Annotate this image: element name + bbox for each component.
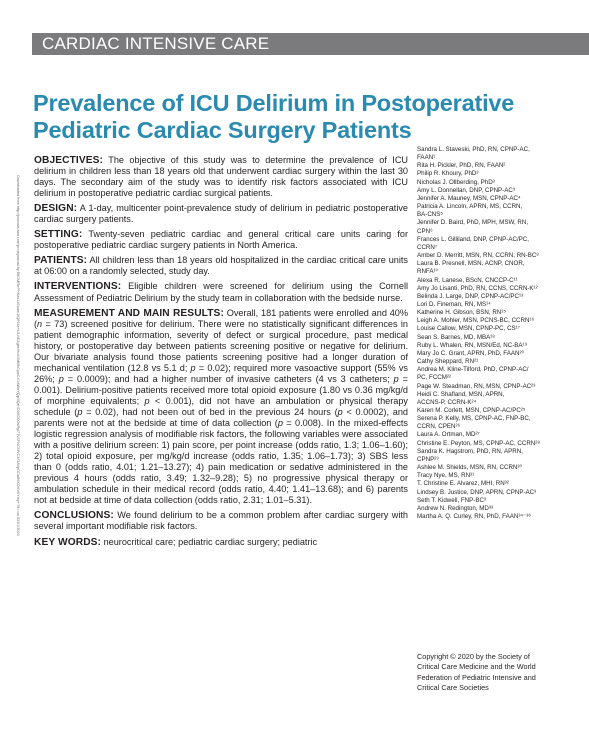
results-p-var: p <box>77 406 83 417</box>
author-line: CCRN, CPEN²⁶ <box>417 423 461 431</box>
title-line-1: Prevalence of ICU Delirium in Postoperative <box>33 90 515 116</box>
author-line: BA-CNS⁵ <box>417 211 443 219</box>
patients-text: All children less than 18 years old hospitalized in the cardiac critical care units at 06:00 on a randomly selected, study day. <box>34 255 408 277</box>
abstract-objectives <box>34 155 408 199</box>
author-line: Amy L. Donnellan, DNP, CPNP-AC³ <box>417 186 515 194</box>
author-line: Jennifer A. Mauney, MSN, CPNP-AC⁴ <box>417 194 521 202</box>
author-line: FAAN¹ <box>417 154 436 162</box>
author-line: Tracy Nye, MS, RN³¹ <box>417 472 475 480</box>
copyright-line: Critical Care Medicine and the World <box>417 662 536 672</box>
abstract-results <box>34 308 408 507</box>
keywords-heading: KEY WORDS: <box>34 536 102 548</box>
author-line: Frances L. Gilliland, DNP, CPNP-AC/PC, <box>417 235 529 243</box>
results-text-4: = 0.0009); and had a higher number of invasive catheters (4 vs 3 catheters; <box>63 373 394 384</box>
author-line: Lori D. Fineman, RN, MS¹⁴ <box>417 300 491 308</box>
author-line: Jennifer D. Baird, PhD, MPH, MSW, RN, <box>417 219 529 227</box>
author-line: CPNP²⁹ <box>417 455 439 463</box>
abstract-setting <box>34 229 408 251</box>
author-line: Amber D. Merritt, MSN, RN, CCRN, RN-BC⁸ <box>417 252 539 260</box>
author-line: Seth T. Kidwell, FNP-BC³ <box>417 496 486 504</box>
title-line-2: Pediatric Cardiac Surgery Patients <box>33 117 412 143</box>
download-watermark-text: Downloaded from http://journals.lww.com/pccmjournal by BhDMf5ePHKav1zEoum1tQfN4a+kJLhEZgbsIHo4XMi0hCywCX1AWnYQp/IlQrHD3i3D0OdRyi7TvSFl4Cf3VC4/OAVpDDa8KKGKV0Ymy+78= on 03/01/2023 <box>16 175 20 536</box>
copyright-line: Critical Care Societies <box>417 683 489 693</box>
conclusions-heading: CONCLUSIONS: <box>34 510 114 522</box>
results-p-var: p <box>393 373 399 384</box>
copyright-line: Federation of Pediatric Intensive and <box>417 672 536 682</box>
results-p-var: p <box>190 362 196 373</box>
author-line: Ashlee M. Shields, MSN, RN, CCRN³⁰ <box>417 464 522 472</box>
author-line: PC, FCCM²² <box>417 374 452 382</box>
author-line: Patricia A. Lincoln, APRN, MS, CCRN, <box>417 203 523 211</box>
author-line: CCRN⁷ <box>417 243 438 251</box>
abstract-interventions <box>34 281 408 303</box>
author-line: Martha A. Q. Curley, RN, PhD, FAAN³⁴⁻³⁶ <box>417 513 531 521</box>
design-heading: DESIGN: <box>34 203 78 215</box>
abstract-design <box>34 203 408 225</box>
results-text-1: Overall, 181 patients were enrolled and 40% ( <box>34 307 408 329</box>
section-banner <box>32 33 589 55</box>
abstract <box>34 155 408 552</box>
author-line: RNFA¹⁰ <box>417 268 439 276</box>
objectives-text: The objective of this study was to determine the prevalence of ICU delirium in children less than 18 years old that underwent cardiac surgery within the last 30 days. The secondary aim of the study was to identify risk factors associated with ICU delirium in postoperative pediatric cardiac surgical patients. <box>34 155 408 199</box>
author-line: ACCNS-P, CCRN-K²⁴ <box>417 398 477 406</box>
results-p-var: p <box>58 373 64 384</box>
author-line: Rita H. Pickler, PhD, RN, FAAN² <box>417 162 506 170</box>
download-watermark <box>13 175 21 665</box>
section-label: CARDIAC INTENSIVE CARE <box>42 34 270 53</box>
author-list <box>417 146 579 521</box>
author-line: Sandra K. Hagstrom, PhD, RN, APRN, <box>417 447 523 455</box>
results-p-var: p <box>337 406 343 417</box>
author-line: T. Christine E. Alvarez, MHI, RN³² <box>417 480 509 488</box>
results-text-6: < 0.001), did not have an ambulation or physical therapy schedule ( <box>34 395 408 417</box>
author-line: Sandra L. Staveski, PhD, RN, CPNP-AC, <box>417 146 530 153</box>
author-line: Laura B. Presnell, MSN, ACNP, CNOR, <box>417 260 525 268</box>
author-line: Karen M. Corlett, MSN, CPNP-AC/PC²⁵ <box>417 407 526 414</box>
results-text-3: = 0.02); required more vasoactive support (55% vs 26%; <box>34 362 408 384</box>
author-line: Louise Callow, MSN, CPNP-PC, CS¹⁷ <box>417 325 520 333</box>
results-text-2: = 73) screened positive for delirium. There were no statistically significant differences in patient demographic information, severity of defect or surgical procedure, past medical history, or postoperative day between patients screening positive or negative for delirium. Our bivariate analysis found those patients screening positive had a longer duration of mechanical ventilation (12.8 vs 5.1 d; <box>34 318 408 373</box>
setting-heading: SETTING: <box>34 229 83 241</box>
abstract-keywords <box>34 537 408 548</box>
author-line: Belinda J. Large, DNP, CPNP-AC/PC¹³ <box>417 292 524 300</box>
results-text-5: = 0.001). Delirium-positive patients received more total opioid exposure (1.80 vs 0.36 mg/kg/d of morphine equivalents; <box>34 373 408 406</box>
author-line: Laura A. Ortman, MD²⁷ <box>417 431 480 439</box>
author-line: Ruby L. Whalen, RN, MSN/Ed, NC-BA¹⁹ <box>417 341 528 349</box>
setting-text: Twenty-seven pediatric cardiac and general critical care units caring for postoperative pediatric cardiac surgery patients in North America. <box>34 229 408 251</box>
author-line: Andrea M. Kline-Tilford, PhD, CPNP-AC/ <box>417 366 529 374</box>
author-line: Sean S. Barnes, MD, MBA¹⁸ <box>417 333 495 341</box>
abstract-patients <box>34 255 408 277</box>
abstract-conclusions <box>34 510 408 532</box>
design-text: A 1-day, multicenter point-prevalence study of delirium in pediatric postoperative cardiac surgery patients. <box>34 203 408 225</box>
conclusions-text: We found delirium to be a common problem after cardiac surgery with several important modifiable risk factors. <box>34 510 408 532</box>
author-line: Katherine H. Gibson, BSN, RN¹⁵ <box>417 309 506 317</box>
author-line: Cathy Sheppard, RN²¹ <box>417 358 479 366</box>
author-line: Philip R. Khoury, PhD³ <box>417 170 479 178</box>
interventions-text: Eligible children were screened for delirium using the Cornell Assessment of Pediatric Delirium by the study team in collaboration with the bedside nurse. <box>34 281 408 303</box>
author-line: Christine E. Peyton, MS, CPNP-AC, CCRN²⁸ <box>417 439 540 447</box>
results-n-var: n <box>37 318 43 329</box>
results-text-8: < 0.0002), and parents were not at the bedside at time of data collection ( <box>34 406 408 429</box>
author-line: Leigh A. Mohler, MSN, PCNS-BC, CCRN¹⁶ <box>417 317 535 325</box>
author-line: Lindsey B. Justice, DNP, APRN, CPNP-AC³ <box>417 488 537 496</box>
author-line: Heidi C. Shafland, MSN, APRN, <box>417 390 505 398</box>
results-p-var: p <box>277 418 283 429</box>
author-line: Page W. Steadman, RN, MSN, CPNP-AC²³ <box>417 382 536 390</box>
copyright-line: Copyright © 2020 by the Society of <box>417 652 530 661</box>
results-text-9: = 0.008). In the mixed-effects logistic regression analysis of modifiable risk factors, the following variables were associated with a positive delirium screen: 1) pain score, per point increase (odds ratio, 1.3; 1.06–1.60); 2) total opioid exposure, per mg/kg/d increase (odds ratio, 1.35; 1.06–1.73); 3) SBS less than 0 (odds ratio, 4.01; 1.21–13.27); 4) pain medication or sedative administered in the previous 4 hours (odds ratio, 3.49; 1.32–9.28); 5) no progressive physical therapy or ambulation schedule in their medical record (odds ratio, 4.40; 1.41–13.68); and 6) parents not at bedside at time of data collection (odds ratio, 2.31; 1.01–5.31). <box>34 418 408 506</box>
results-p-var: p <box>144 395 150 406</box>
author-line: Nicholas J. Ollberding, PhD³ <box>417 178 495 186</box>
keywords-text: neurocritical care; pediatric cardiac surgery; pediatric <box>101 536 318 547</box>
author-line: Alexa R. Lanese, BScN, CNCCP-C¹¹ <box>417 276 518 284</box>
article-title <box>33 90 553 144</box>
objectives-heading: OBJECTIVES: <box>34 155 104 166</box>
author-line: Amy Jo Lisanti, PhD, RN, CCNS, CCRN-K¹² <box>417 284 538 292</box>
interventions-heading: INTERVENTIONS: <box>34 281 122 293</box>
patients-heading: PATIENTS: <box>34 255 88 267</box>
copyright-notice <box>417 652 582 694</box>
author-line: CPN⁶ <box>417 227 433 235</box>
author-line: Serena P. Kelly, MS, CPNP-AC, FNP-BC, <box>417 415 531 423</box>
author-line: Mary Jo C. Grant, APRN, PhD, FAAN²⁰ <box>417 349 525 357</box>
author-line: Andrew N. Redington, MD³³ <box>417 504 493 512</box>
results-text-7: = 0.02), had not been out of bed in the previous 24 hours ( <box>82 406 338 417</box>
results-heading: MEASUREMENT AND MAIN RESULTS: <box>34 307 224 319</box>
